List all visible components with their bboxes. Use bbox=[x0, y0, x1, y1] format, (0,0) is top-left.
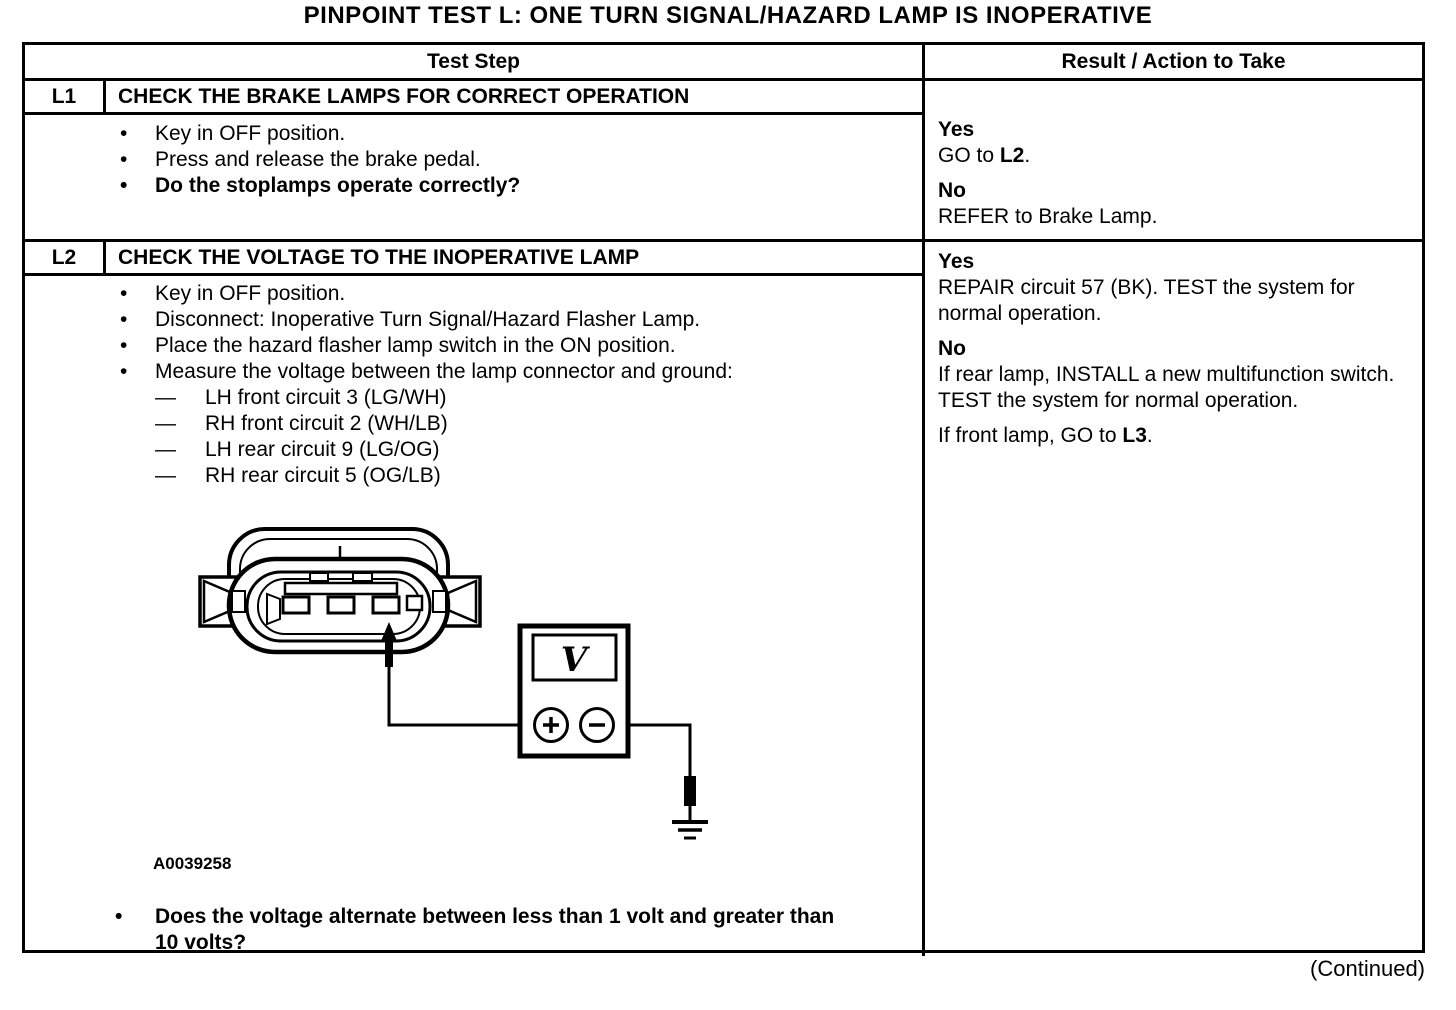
bullet-icon: • bbox=[120, 308, 128, 331]
lamp-connector-drawing bbox=[200, 529, 480, 652]
measurement-item bbox=[25, 437, 922, 463]
voltmeter bbox=[520, 626, 628, 756]
instruction-text: Does the voltage alternate between less than 1 volt and greater than 10 volts? bbox=[155, 905, 835, 954]
bullet-icon: • bbox=[120, 334, 128, 357]
instruction-item bbox=[25, 333, 922, 359]
test-row-l2-steps bbox=[25, 242, 925, 956]
bullet-icon: • bbox=[120, 174, 128, 197]
test-row-l2 bbox=[25, 242, 1422, 956]
instruction-text: Press and release the brake pedal. bbox=[155, 148, 481, 171]
continued-note: (Continued) bbox=[1310, 956, 1425, 981]
column-header-result-action: Result / Action to Take bbox=[1061, 49, 1286, 73]
measurement-item bbox=[25, 385, 922, 411]
action-no: REFER to Brake Lamp. bbox=[938, 205, 1158, 228]
measurement-text: LH rear circuit 9 (LG/OG) bbox=[205, 438, 440, 461]
step-band-l1 bbox=[25, 81, 922, 115]
instruction-text: Do the stoplamps operate correctly? bbox=[155, 174, 521, 197]
column-header-test-step: Test Step bbox=[25, 45, 925, 78]
step-title-l1: CHECK THE BRAKE LAMPS FOR CORRECT OPERATION bbox=[118, 84, 690, 108]
page-title: PINPOINT TEST L: ONE TURN SIGNAL/HAZARD LAMP IS INOPERATIVE bbox=[303, 2, 1153, 29]
measurement-text: RH front circuit 2 (WH/LB) bbox=[205, 412, 448, 435]
instruction-question bbox=[25, 904, 922, 956]
result-cell-l2 bbox=[925, 242, 1422, 956]
step-band-l2 bbox=[25, 242, 922, 276]
instruction-item bbox=[25, 121, 922, 147]
action-text: GO to bbox=[938, 144, 1000, 167]
measurement-text: LH front circuit 3 (LG/WH) bbox=[205, 386, 447, 409]
step-reference: L2 bbox=[999, 144, 1025, 167]
bullet-icon: • bbox=[120, 122, 128, 145]
bullet-icon: • bbox=[115, 905, 123, 928]
step-id-l1: L1 bbox=[25, 81, 106, 112]
instruction-text: Measure the voltage between the lamp connector and ground: bbox=[155, 360, 733, 383]
action-yes: REPAIR circuit 57 (BK). TEST the system for normal operation. bbox=[938, 276, 1355, 325]
dash-icon: — bbox=[155, 412, 176, 435]
voltmeter-symbol: V bbox=[560, 640, 588, 680]
action-no: If rear lamp, INSTALL a new multifunction switch. TEST the system for normal operation. bbox=[938, 363, 1395, 412]
instruction-text: Key in OFF position. bbox=[155, 122, 346, 145]
step-reference: L3 bbox=[1122, 424, 1147, 447]
bullet-icon: • bbox=[120, 282, 128, 305]
step-id-l2: L2 bbox=[25, 242, 106, 273]
voltage-measurement-figure bbox=[170, 519, 922, 850]
step-instructions-l2 bbox=[25, 276, 922, 956]
verdict-no-label: No bbox=[938, 337, 966, 360]
dash-icon: — bbox=[155, 438, 176, 461]
step-title-l2: CHECK THE VOLTAGE TO THE INOPERATIVE LAMP bbox=[118, 245, 640, 269]
dash-icon: — bbox=[155, 464, 176, 487]
probe-to-meter-wire bbox=[389, 667, 534, 725]
instruction-item bbox=[25, 307, 922, 333]
action-text: . bbox=[1146, 424, 1153, 447]
instruction-item bbox=[25, 359, 922, 385]
verdict-yes-label: Yes bbox=[938, 250, 975, 273]
action-text: If front lamp, GO to bbox=[938, 424, 1123, 447]
result-cell-l1 bbox=[925, 81, 1422, 239]
measurement-text: RH rear circuit 5 (OG/LB) bbox=[205, 464, 441, 487]
bullet-icon: • bbox=[120, 148, 128, 171]
test-row-l1 bbox=[25, 81, 1422, 242]
wiring-diagram bbox=[170, 519, 730, 844]
instruction-text: Place the hazard flasher lamp switch in the ON position. bbox=[155, 334, 676, 357]
instruction-text: Key in OFF position. bbox=[155, 282, 346, 305]
dash-icon: — bbox=[155, 386, 176, 409]
table-header-row bbox=[25, 45, 1422, 81]
measurement-item bbox=[25, 463, 922, 489]
pinpoint-test-table bbox=[22, 42, 1425, 953]
action-front-lamp bbox=[938, 423, 1396, 449]
verdict-no-label: No bbox=[938, 179, 966, 202]
step-instructions-l1 bbox=[25, 115, 922, 239]
test-row-l1-steps bbox=[25, 81, 925, 239]
ground-symbol bbox=[672, 776, 708, 838]
instruction-text: Disconnect: Inoperative Turn Signal/Hazard Flasher Lamp. bbox=[155, 308, 701, 331]
action-text: . bbox=[1024, 144, 1031, 167]
instruction-item bbox=[25, 147, 922, 173]
bullet-icon: • bbox=[120, 360, 128, 383]
action-yes bbox=[938, 143, 1412, 169]
verdict-yes-label: Yes bbox=[938, 118, 975, 141]
instruction-question bbox=[25, 173, 922, 199]
instruction-item bbox=[25, 281, 922, 307]
measurement-item bbox=[25, 411, 922, 437]
figure-label: A0039258 bbox=[153, 854, 232, 873]
